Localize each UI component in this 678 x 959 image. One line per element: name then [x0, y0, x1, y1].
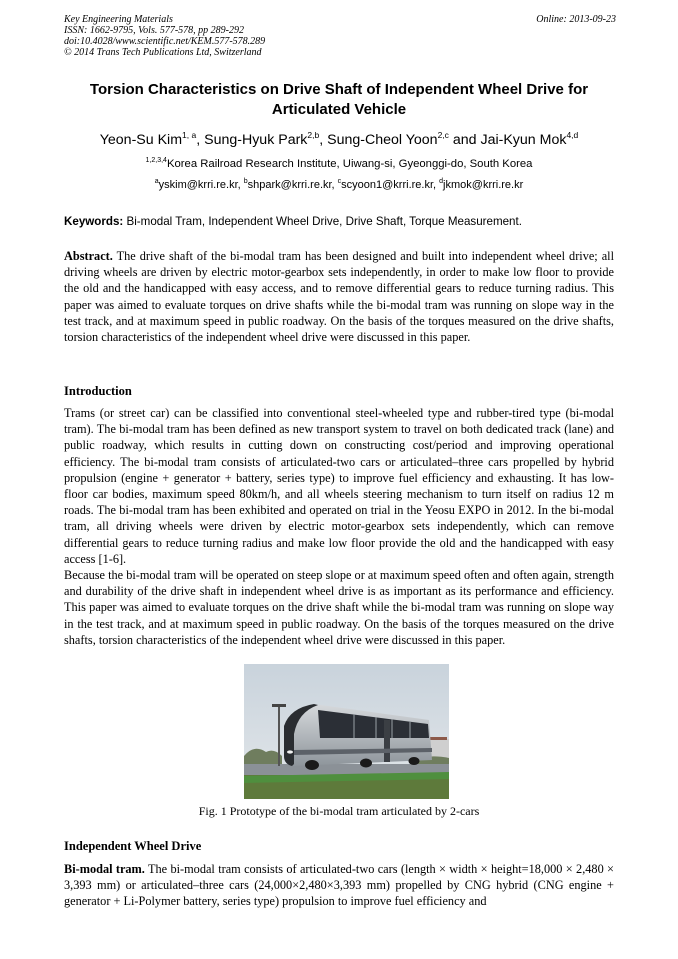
email-address[interactable]: shpark@krri.re.kr,: [247, 179, 338, 191]
keywords-text: Bi-modal Tram, Independent Wheel Drive, Drive Shaft, Torque Measurement.: [123, 215, 522, 228]
affiliation: [64, 156, 614, 172]
abstract-text: The drive shaft of the bi-modal tram has been designed and built into independent wheel drive; all driving wheels are driven by electric motor-gearbox sets independently, in order to make low floor to provide the old and the handicapped with easy access, and to remove differential gears to reduce turning radius. This paper was aimed to evaluate torques on drive shafts while the bi-modal tram was running on slope way in the test track, and at maximum speed in public roadway. On the basis of the torques measured on the drive shafts, torsion characteristics of the independent wheel drive were discussed in this paper.: [64, 249, 614, 345]
email-address[interactable]: scyoon1@krri.re.kr,: [341, 179, 440, 191]
title-line-2: Articulated Vehicle: [271, 101, 407, 118]
author-sup: 2,b: [307, 130, 320, 140]
affiliation-text: Korea Railroad Research Institute, Uiwang-si, Gyeonggi-do, South Korea: [166, 158, 533, 170]
author-sep: ,: [196, 132, 205, 148]
author-sup: 1, a: [182, 130, 197, 140]
keywords-label: Keywords:: [64, 215, 124, 228]
abstract-paragraph: [64, 248, 614, 345]
issn-line: ISSN: 1662-9795, Vols. 577-578, pp 289-292: [64, 25, 244, 36]
email-address[interactable]: jkmok@krri.re.kr: [443, 179, 524, 191]
running-header: [64, 14, 616, 58]
author-sep: and: [448, 132, 481, 148]
author-name: Sung-Hyuk Park: [204, 132, 308, 148]
iwd-heading: Independent Wheel Drive: [64, 839, 202, 853]
online-date: Online: 2013-09-23: [536, 14, 616, 25]
title-line-1: Torsion Characteristics on Drive Shaft of Independent Wheel Drive for: [89, 81, 589, 98]
paper-title: [64, 80, 614, 120]
bimodal-tram-label: Bi-modal tram.: [64, 862, 145, 876]
author-name: Yeon-Su Kim: [99, 132, 183, 148]
introduction-heading: Introduction: [64, 384, 132, 398]
author-name: Sung-Cheol Yoon: [327, 132, 438, 148]
email-sup: d: [439, 178, 444, 185]
author-list: [64, 130, 614, 150]
figure-1-caption: Fig. 1 Prototype of the bi-modal tram articulated by 2-cars: [198, 804, 480, 818]
bimodal-tram-text: The bi-modal tram consists of articulated-two cars (length × width × height=18,000 × 2,480 × 3,393 mm) or articulated–three cars (24,000×2,480×3,393 mm) propelled by CNG hybrid (CNG engine + generator + Li-Polymer battery, series type) propulsion to improve fuel efficiency and: [64, 862, 614, 909]
figure-1-tram-photo: [244, 664, 449, 799]
email-list: [64, 177, 614, 193]
doi-line: doi:10.4028/www.scientific.net/KEM.577-578.289: [64, 36, 266, 47]
author-name: Jai-Kyun Mok: [480, 132, 567, 148]
email-sup: a: [154, 178, 159, 185]
author-sep: ,: [319, 132, 328, 148]
keywords: [64, 214, 614, 230]
author-sup: 4,d: [566, 130, 579, 140]
email-sup: c: [337, 178, 342, 185]
affiliation-sup: 1,2,3,4: [145, 157, 167, 164]
email-sup: b: [243, 178, 248, 185]
email-address[interactable]: yskim@krri.re.kr,: [158, 179, 244, 191]
bimodal-tram-paragraph: [64, 861, 614, 910]
author-sup: 2,c: [437, 130, 449, 140]
abstract-label: Abstract.: [64, 249, 113, 263]
journal-name: Key Engineering Materials: [64, 14, 173, 25]
copyright-line: © 2014 Trans Tech Publications Ltd, Switzerland: [64, 47, 262, 58]
introduction-paragraph-1: Trams (or street car) can be classified into conventional steel-wheeled type and rubber-tired type (bi-modal tram). The bi-modal tram has been defined as new transport system to travel on both dedicated track (lane) and public roadway, which results in cutting down on constructing cost/period and improving operational efficiency. The bi-modal tram consists of articulated-two cars or articulated–three cars propelled by hybrid propulsion (engine + generator + battery, series type) to improve fuel efficiency and exhausting. It has low-floor car bodies, maximum speed 80km/h, and all wheels steering mechanism to turn itself on radius 12 m roads. The bi-modal tram has been exhibited and operated on trial in the Yeosu EXPO in 2012. In the bi-modal tram, all driving wheels were driven by electric motor-gearbox sets independently, which can remove differential gears to reduce turning radius and make low floor provide the old and the handicapped with easy access [1-6].: [64, 406, 614, 566]
introduction-paragraph-2: Because the bi-modal tram will be operated on steep slope or at maximum speed often and often again, strength and durability of the drive shaft in independent wheel drive is as important as its performance and efficiency. This paper was aimed to evaluate torques on the drive shaft while the bi-modal tram was running on slope way in the test track, and at maximum speed in public roadway. On the basis of the torques measured on the drive shafts, torsion characteristics of the independent wheel drive were discussed in this paper.: [64, 568, 614, 647]
